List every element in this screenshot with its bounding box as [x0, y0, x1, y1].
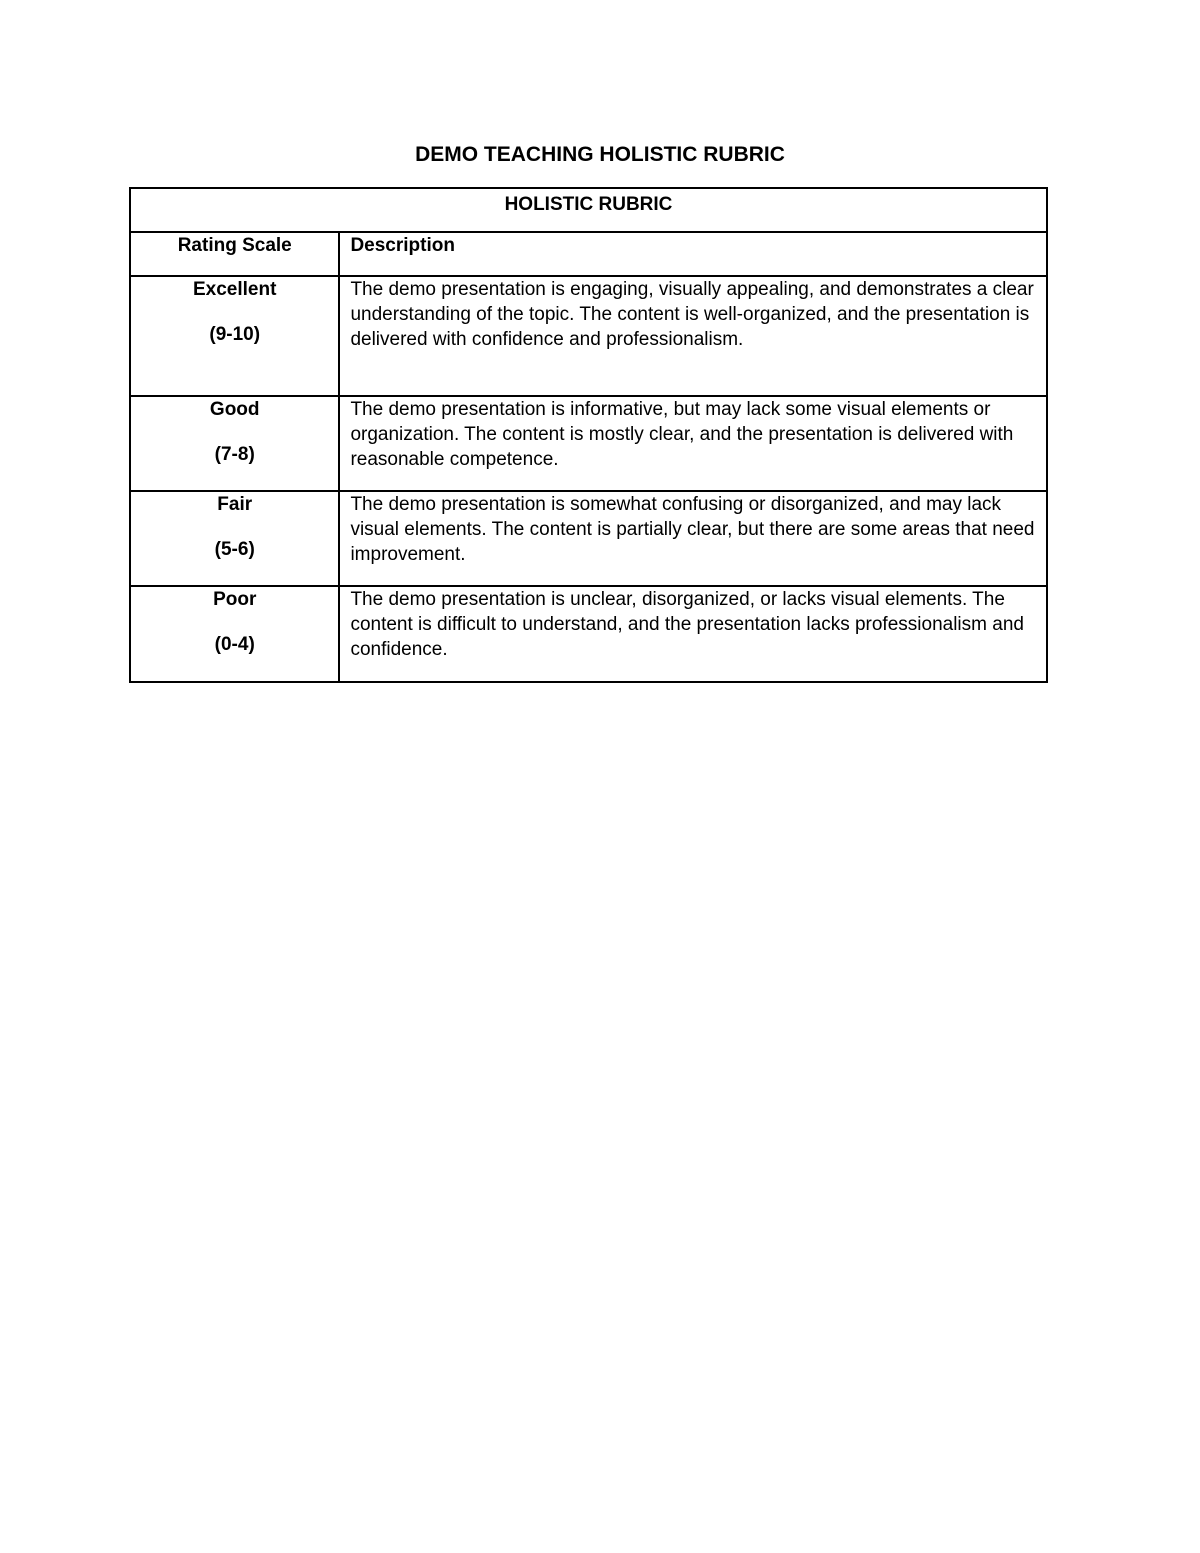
rating-cell — [130, 276, 339, 396]
table-caption-cell — [130, 188, 1047, 232]
rating-cell — [130, 491, 339, 586]
column-header-row — [130, 232, 1047, 276]
rating-cell — [130, 586, 339, 682]
description-cell: The demo presentation is engaging, visually appealing, and demonstrates a clear understanding of the topic. The content is well-organized, and the presentation is delivered with confidence and professionalism. — [339, 276, 1047, 396]
table-caption: HOLISTIC RUBRIC — [504, 194, 673, 215]
table-row — [130, 396, 1047, 491]
description-header: Description — [350, 235, 455, 256]
rating-name: Poor — [213, 589, 257, 610]
description-cell: The demo presentation is informative, but may lack some visual elements or organization. The content is mostly clear, and the presentation is delivered with reasonable competence. — [339, 396, 1047, 491]
rating-name: Excellent — [193, 279, 277, 300]
rating-range: (0-4) — [214, 634, 255, 655]
rating-cell — [130, 396, 339, 491]
rating-range: (5-6) — [214, 539, 255, 560]
description-cell: The demo presentation is somewhat confusing or disorganized, and may lack visual elements. The content is partially clear, but there are some areas that need improvement. — [339, 491, 1047, 586]
rating-range: (7-8) — [214, 444, 255, 465]
rating-scale-header: Rating Scale — [177, 235, 292, 256]
description-cell: The demo presentation is unclear, disorganized, or lacks visual elements. The content is difficult to understand, and the presentation lacks professionalism and confidence. — [339, 586, 1047, 682]
document-title: DEMO TEACHING HOLISTIC RUBRIC — [415, 143, 785, 166]
rubric-table — [129, 187, 1048, 683]
rating-name: Good — [209, 399, 260, 420]
description-header-cell — [339, 232, 1047, 276]
table-caption-row — [130, 188, 1047, 232]
table-row — [130, 491, 1047, 586]
rating-name: Fair — [217, 494, 253, 515]
rating-range: (9-10) — [209, 324, 261, 345]
rating-scale-header-cell — [130, 232, 339, 276]
table-row — [130, 586, 1047, 682]
table-row — [130, 276, 1047, 396]
